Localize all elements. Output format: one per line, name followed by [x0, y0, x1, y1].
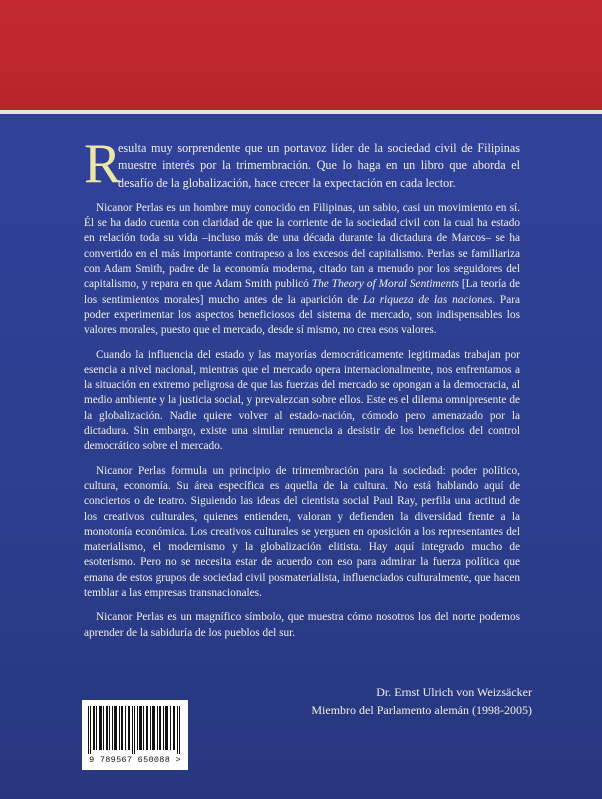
paragraph-4: Nicanor Perlas formula un principio de trimembración para la sociedad: poder político, cultura, economía. Su área específica es aquella de la cultura. No está hablando aquí de conciertos o de teatro. Siguiendo las ideas del cientista social Paul Ray, perfila una actitud de los creativos culturales, quienes entienden, valoran y defienden la diversidad frente a la monotonía económica. Los creativos culturales se yerguen en oposición a los representantes del materialismo, el modernismo y la globalización elitista. Hay aquí integrado mucho de esoterismo. Pero no se necesita estar de acuerdo con eso para admirar la fuerza política que emana de estos grupos de sociedad civil posmaterialista, influenciados culturalmente, que hacen temblar a las empresas transnacionales. — [84, 464, 520, 600]
paragraph-2-text-a: Nicanor Perlas es un hombre muy conocido en Filipinas, un sabio, casi un movimiento en sí. Él se ha dado cuenta con claridad de que la corriente de la sociedad civil con la cual ha estado en relación toda su vida –incluso más de una década durante la dictadura de Marcos– se ha convertido en el más importante contrapeso a los excesos del capitalismo. Perlas se familiariza con Adam Smith, padre de la economía moderna, citado tan a menudo por los seguidores del capitalismo, y repara en que Adam Smith publicó — [84, 201, 520, 291]
book-title-riqueza: La riqueza de las naciones — [362, 293, 493, 306]
paragraph-5: Nicanor Perlas es un magnífico símbolo, que muestra cómo nosotros los del norte podemos aprender de la sabiduría de los pueblos del sur. — [84, 611, 520, 639]
barcode-number: 9 789567 650088 > — [89, 755, 181, 765]
barcode — [82, 700, 188, 770]
paragraph-2-text-c: . Para poder experimentar los aspectos beneficiosos del sistema de mercado, son indispensables los valores morales, puesto que el mercado, desde sí mismo, no crea esos valores. — [84, 293, 520, 337]
paragraph-2 — [84, 201, 520, 339]
drop-cap: R — [84, 133, 122, 195]
barcode-bars-icon — [88, 706, 182, 754]
paragraph-1 — [84, 133, 520, 195]
signature-role: Miembro del Parlamento alemán (1998-2005) — [311, 703, 532, 717]
top-red-band — [0, 0, 602, 110]
blurb-text — [84, 133, 520, 650]
signature-name: Dr. Ernst Ulrich von Weizsäcker — [376, 685, 532, 699]
paragraph-3: Cuando la influencia del estado y las mayorías democráticamente legitimadas trabajan por esencia a nivel nacional, mientras que el mercado opera internacionalmente, nos enfrentamos a la situación en extremo peligrosa de que las fuerzas del mercado se opongan a la democracia, al medio ambiente y la justicia social, y prevalezcan sobre ellos. Este es el dilema omnipresente de la globalización. Nadie quiere volver al estado-nación, cómodo pero amenazado por la dictadura. Sin embargo, existe una similar renuencia a desistir de los beneficios del control democrático sobre el mercado. — [84, 348, 520, 453]
paragraph-1-text: esulta muy sorprendente que un portavoz líder de la sociedad civil de Filipinas muestre interés por la trimembración. Que lo haga en un libro que aborda el desafío de la globalización, hace crecer la expectación en cada lector. — [118, 141, 520, 190]
book-title-moral-sentiments: The Theory of Moral Sentiments — [311, 278, 459, 291]
signature-block — [232, 683, 532, 719]
paragraph-2-text-b: [La teoría de los sentimientos morales] mucho antes de la aparición de — [84, 278, 520, 306]
